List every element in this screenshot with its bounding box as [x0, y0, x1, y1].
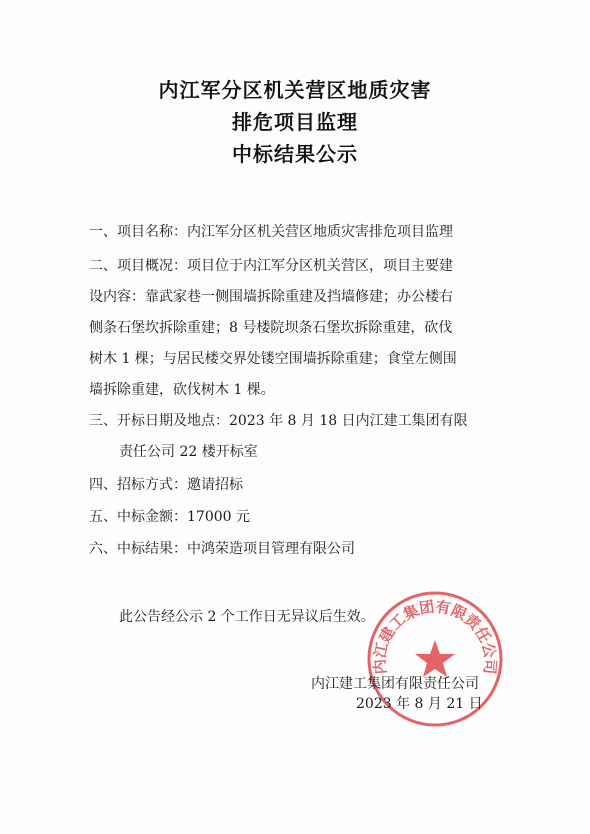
title-line-1: 内江军分区机关营区地质灾害 [158, 78, 432, 102]
item-overview-line-3: 侧条石堡坎拆除重建；8 号楼院坝条石堡坎拆除重建，砍伐 [89, 320, 453, 336]
seal-text: 内江建工集团有限责任公司 [370, 597, 500, 675]
item-overview-line-2: 设内容：靠武家巷一侧围墙拆除重建及挡墙修建；办公楼右 [89, 289, 453, 305]
item-opening-line-2: 责任公司 22 楼开标室 [119, 444, 258, 460]
item-bid-result: 六、中标结果：中鸿荣造项目管理有限公司 [89, 541, 355, 557]
title-line-3: 中标结果公示 [232, 142, 358, 166]
item-overview-line-5: 墙拆除重建，砍伐树木 1 棵。 [89, 382, 275, 398]
seal-star-icon [415, 640, 455, 677]
item-opening-line-1: 三、开标日期及地点：2023 年 8 月 18 日内江建工集团有限 [89, 413, 468, 429]
item-bid-amount: 五、中标金额：17000 元 [89, 509, 250, 525]
notice-text: 此公告经公示 2 个工作日无异议后生效。 [119, 609, 375, 625]
title-line-2: 排危项目监理 [232, 110, 358, 134]
signature-company: 内江建工集团有限责任公司 [311, 676, 479, 692]
item-overview-line-4: 树木 1 棵；与居民楼交界处镂空围墙拆除重建；食堂左侧围 [89, 351, 457, 367]
item-bid-method: 四、招标方式：邀请招标 [89, 477, 243, 493]
item-project-name: 一、项目名称：内江军分区机关营区地质灾害排危项目监理 [89, 224, 453, 240]
item-overview-line-1: 二、项目概况：项目位于内江军分区机关营区，项目主要建 [89, 258, 453, 274]
signature-date: 2023 年 8 月 21 日 [356, 696, 483, 712]
